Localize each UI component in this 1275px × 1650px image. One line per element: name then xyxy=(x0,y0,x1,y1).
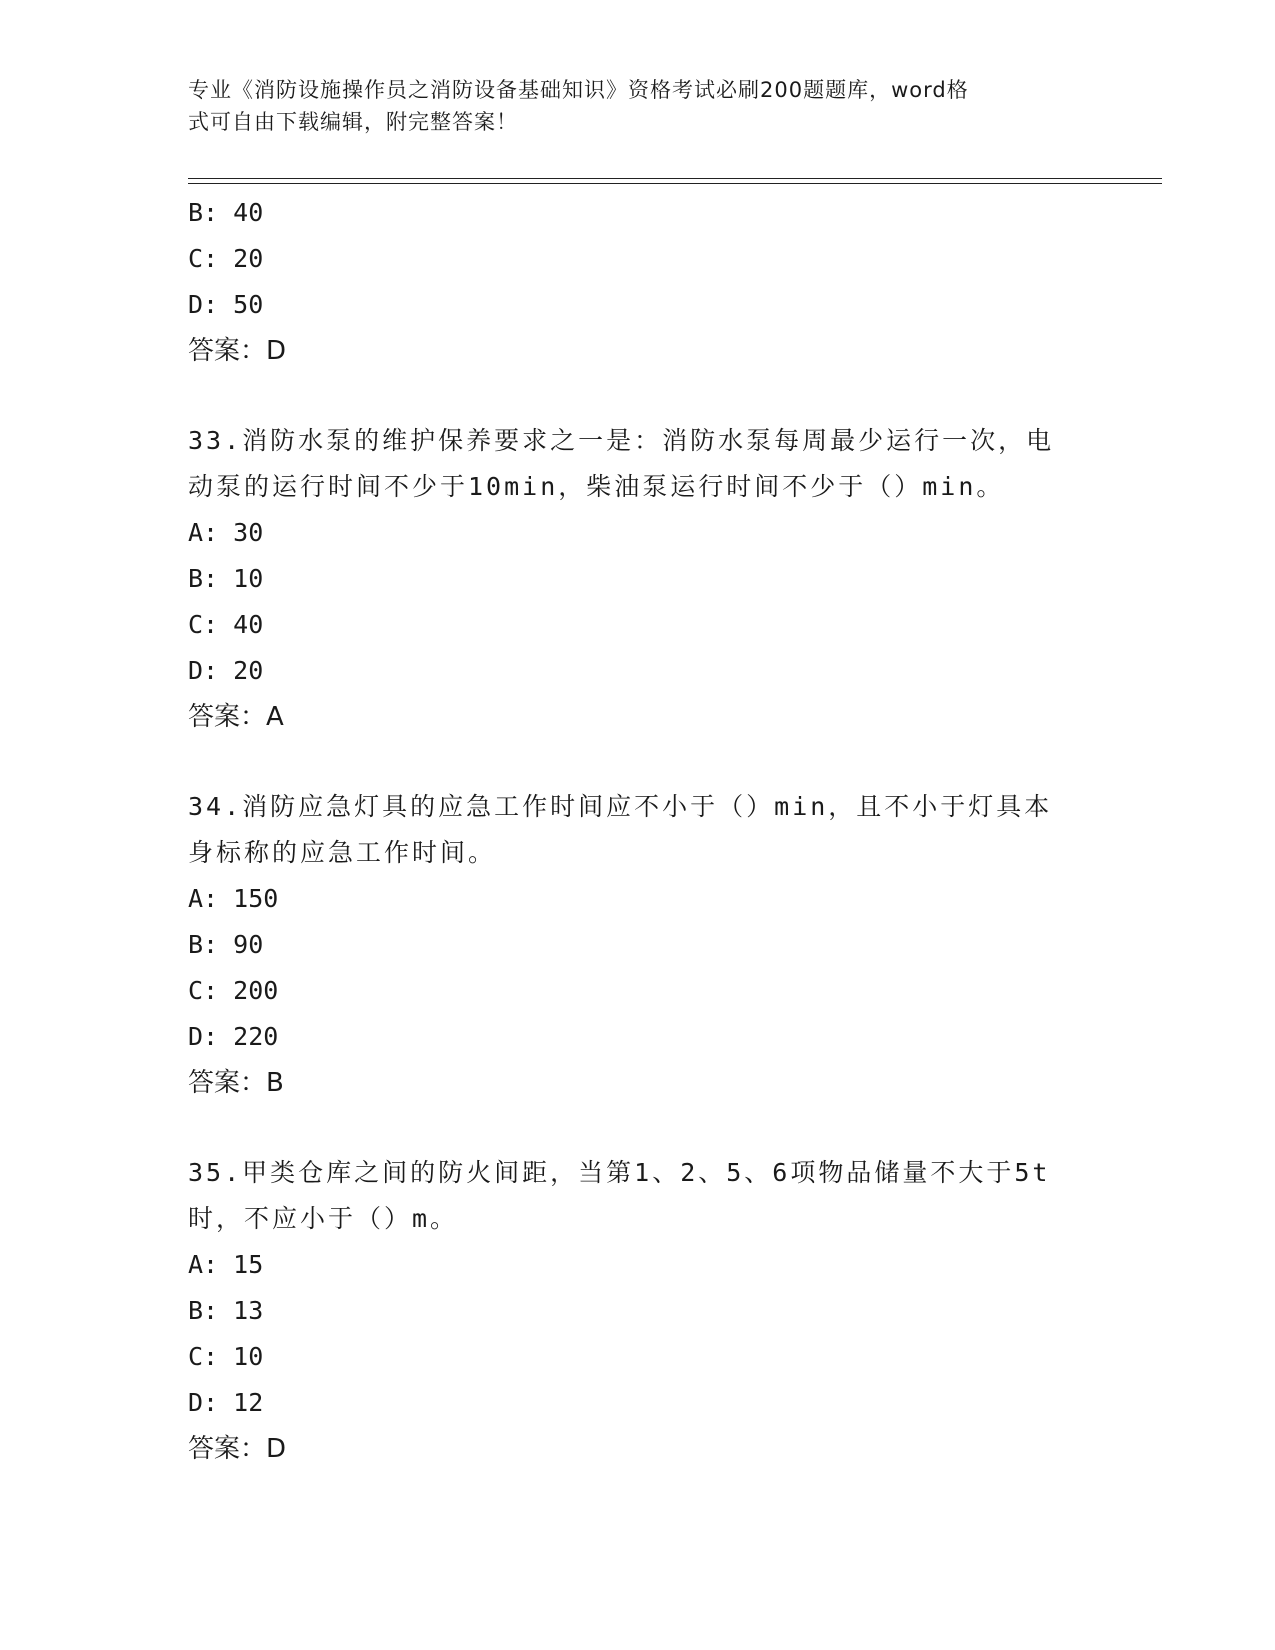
question-block-35 xyxy=(188,1150,1108,1472)
question-block-prev xyxy=(188,190,1108,374)
option-d: D: 50 xyxy=(188,290,264,319)
option-d: D: 20 xyxy=(188,656,264,685)
answer: 答案：D xyxy=(188,1434,287,1464)
option-a: A: 150 xyxy=(188,884,279,913)
question-block-33 xyxy=(188,418,1108,740)
question-text-line-1: 34.消防应急灯具的应急工作时间应不小于（）min，且不小于灯具本 xyxy=(188,792,1053,821)
question-block-34 xyxy=(188,784,1108,1106)
header-divider-bottom xyxy=(188,183,1162,184)
question-text-line-1: 33.消防水泵的维护保养要求之一是：消防水泵每周最少运行一次，电 xyxy=(188,426,1055,455)
option-c: C: 200 xyxy=(188,976,279,1005)
answer: 答案：B xyxy=(188,1068,284,1098)
option-d: D: 220 xyxy=(188,1022,279,1051)
option-c: C: 40 xyxy=(188,610,264,639)
header-line-2: 式可自由下载编辑，附完整答案！ xyxy=(188,110,518,134)
option-a: A: 15 xyxy=(188,1250,264,1279)
option-d: D: 12 xyxy=(188,1388,264,1417)
option-c: C: 20 xyxy=(188,244,264,273)
question-text-line-2: 身标称的应急工作时间。 xyxy=(188,838,497,867)
option-c: C: 10 xyxy=(188,1342,264,1371)
question-list xyxy=(188,190,1108,1472)
option-b: B: 40 xyxy=(188,198,264,227)
document-header xyxy=(188,74,1068,138)
spacer xyxy=(188,740,1108,784)
answer: 答案：D xyxy=(188,336,287,366)
header-line-1: 专业《消防设施操作员之消防设备基础知识》资格考试必刷200题题库，word格 xyxy=(188,78,969,102)
spacer xyxy=(188,374,1108,418)
option-b: B: 13 xyxy=(188,1296,264,1325)
question-text-line-2: 时，不应小于（）m。 xyxy=(188,1204,459,1233)
option-b: B: 10 xyxy=(188,564,264,593)
question-text-line-1: 35.甲类仓库之间的防火间距，当第1、2、5、6项物品储量不大于5t xyxy=(188,1158,1051,1187)
header-divider-top xyxy=(188,178,1162,179)
answer: 答案：A xyxy=(188,702,284,732)
spacer xyxy=(188,1106,1108,1150)
option-b: B: 90 xyxy=(188,930,264,959)
option-a: A: 30 xyxy=(188,518,264,547)
question-text-line-2: 动泵的运行时间不少于10min，柴油泵运行时间不少于（）min。 xyxy=(188,472,1005,501)
